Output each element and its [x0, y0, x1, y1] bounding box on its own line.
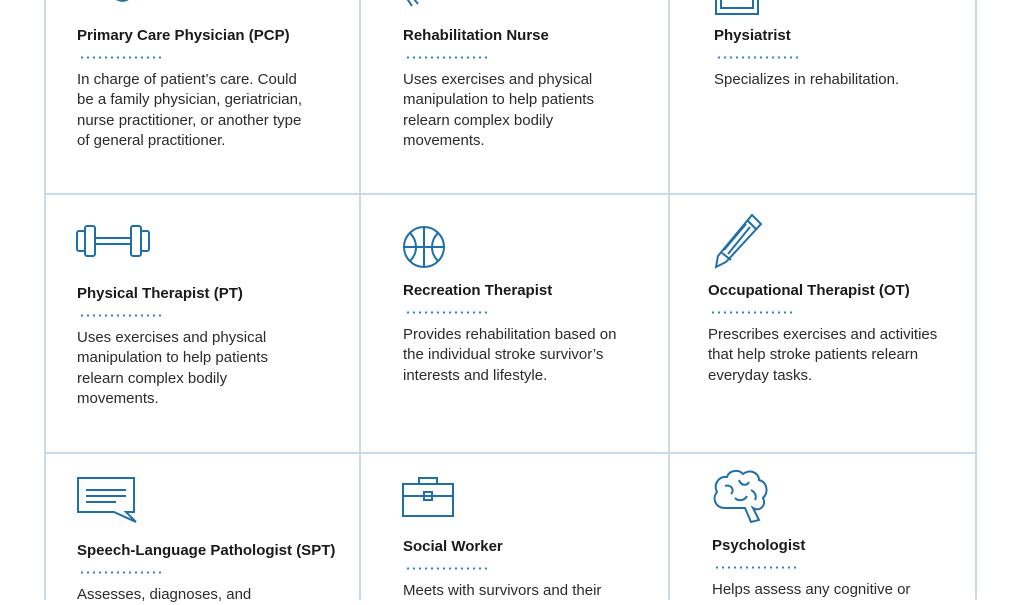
grid-divider-vertical [975, 0, 977, 600]
role-title: Physical Therapist (PT) [77, 285, 243, 302]
title-underline-dots [710, 311, 794, 314]
role-title: Primary Care Physician (PCP) [77, 27, 290, 44]
role-description: Provides rehabilitation based on the individual stroke survivor’s interests and lifestyle. [403, 326, 617, 384]
role-description: Meets with survivors and their [403, 582, 602, 599]
nurse-icon [402, 0, 442, 10]
role-description: Helps assess any cognitive or [712, 581, 911, 598]
briefcase-icon [401, 476, 455, 518]
role-title: Occupational Therapist (OT) [708, 282, 910, 299]
role-title: Recreation Therapist [403, 282, 553, 299]
role-title: Psychologist [712, 537, 806, 554]
grid-divider-vertical [359, 0, 361, 600]
role-title: Social Worker [403, 538, 503, 555]
certificate-icon [714, 0, 760, 16]
grid-divider-vertical [668, 0, 670, 600]
role-description: Assesses, diagnoses, and [77, 586, 252, 603]
stethoscope-icon [104, 0, 154, 12]
role-title: Rehabilitation Nurse [403, 27, 549, 44]
title-underline-dots [714, 566, 798, 569]
role-title: Physiatrist [714, 27, 791, 44]
role-description: In charge of patient’s care. Could be a family physician, geriatrician, nurse practitioner, or another type of general practitioner. [77, 71, 303, 149]
title-underline-dots [79, 314, 163, 317]
grid-divider-horizontal [45, 193, 977, 195]
speech-bubble-icon [76, 476, 144, 524]
role-description: Specializes in rehabilitation. [714, 71, 900, 88]
title-underline-dots [716, 56, 800, 59]
basketball-icon [402, 225, 446, 269]
title-underline-dots [79, 56, 163, 59]
pencil-icon [712, 212, 764, 270]
role-description: Uses exercises and physical manipulation to help patients relearn complex bodily movements. [77, 329, 268, 407]
title-underline-dots [405, 567, 489, 570]
dumbbell-icon [76, 224, 150, 258]
role-description: Prescribes exercises and activities that help stroke patients relearn everyday tasks. [708, 326, 938, 384]
grid-divider-horizontal [45, 452, 977, 454]
brain-icon [711, 468, 771, 524]
title-underline-dots [405, 311, 489, 314]
role-description: Uses exercises and physical manipulation to help patients relearn complex bodily movements. [403, 71, 594, 149]
role-title: Speech-Language Pathologist (SPT) [77, 542, 336, 559]
grid-divider-vertical [44, 0, 46, 600]
title-underline-dots [79, 571, 163, 574]
title-underline-dots [405, 56, 489, 59]
